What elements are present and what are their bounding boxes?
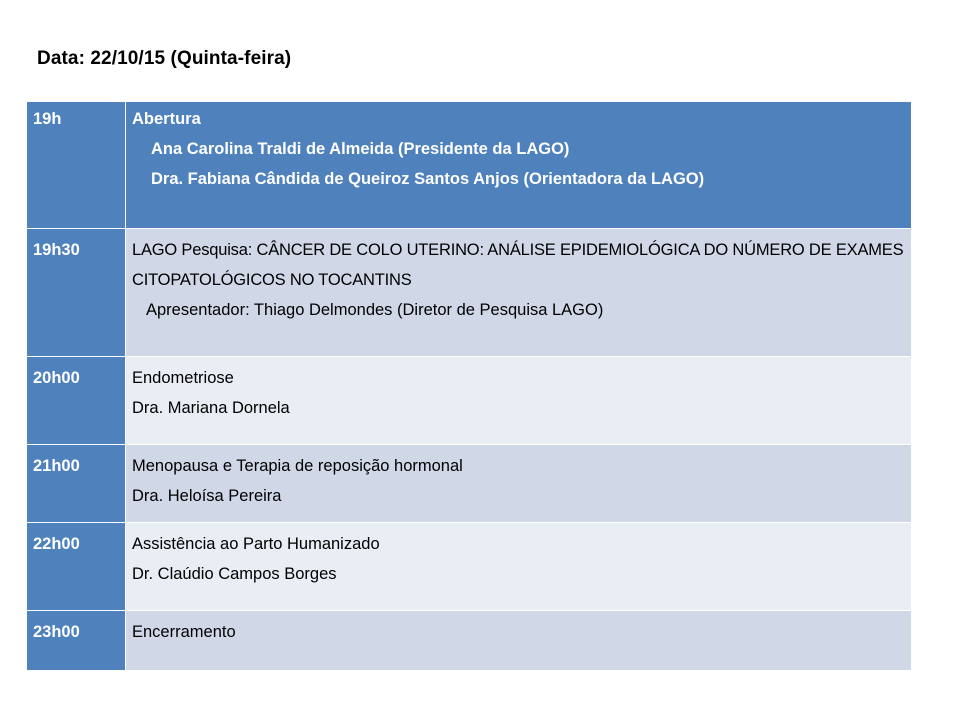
page-title: Data: 22/10/15 (Quinta-feira) bbox=[37, 48, 292, 69]
session-title: Encerramento bbox=[132, 623, 236, 641]
speaker-line: Dra. Fabiana Cândida de Queiroz Santos Anjos (Orientadora da LAGO) bbox=[151, 170, 705, 188]
session-cell bbox=[126, 102, 912, 229]
table-row bbox=[27, 445, 912, 523]
time-cell: 20h00 bbox=[27, 357, 126, 445]
table-row bbox=[27, 102, 912, 229]
session-cell bbox=[126, 523, 912, 611]
time-cell: 19h30 bbox=[27, 229, 126, 357]
session-cell bbox=[126, 357, 912, 445]
session-cell bbox=[126, 445, 912, 523]
session-title: Menopausa e Terapia de reposição hormonal bbox=[132, 457, 463, 475]
speaker-line: Ana Carolina Traldi de Almeida (Presidente da LAGO) bbox=[151, 140, 570, 158]
session-title: Endometriose bbox=[132, 369, 234, 387]
schedule-table bbox=[26, 101, 912, 671]
session-cell bbox=[126, 611, 912, 671]
time-cell: 21h00 bbox=[27, 445, 126, 523]
speaker-line: Dr. Claúdio Campos Borges bbox=[132, 565, 337, 583]
time-cell: 22h00 bbox=[27, 523, 126, 611]
speaker-line: Apresentador: Thiago Delmondes (Diretor de Pesquisa LAGO) bbox=[146, 301, 604, 319]
speaker-line: Dra. Mariana Dornela bbox=[132, 399, 290, 417]
table-row bbox=[27, 357, 912, 445]
session-cell bbox=[126, 229, 912, 357]
session-title: Abertura bbox=[132, 110, 201, 128]
table-row bbox=[27, 229, 912, 357]
session-title: Assistência ao Parto Humanizado bbox=[132, 535, 380, 553]
session-title: LAGO Pesquisa: CÂNCER DE COLO UTERINO: ANÁLISE EPIDEMIOLÓGICA DO NÚMERO DE EXAMES CITOPATOLÓGICOS NO TOCANTINS bbox=[132, 241, 904, 289]
time-cell: 19h bbox=[27, 102, 126, 229]
time-cell: 23h00 bbox=[27, 611, 126, 671]
speaker-line: Dra. Heloísa Pereira bbox=[132, 487, 282, 505]
table-row bbox=[27, 611, 912, 671]
table-row bbox=[27, 523, 912, 611]
